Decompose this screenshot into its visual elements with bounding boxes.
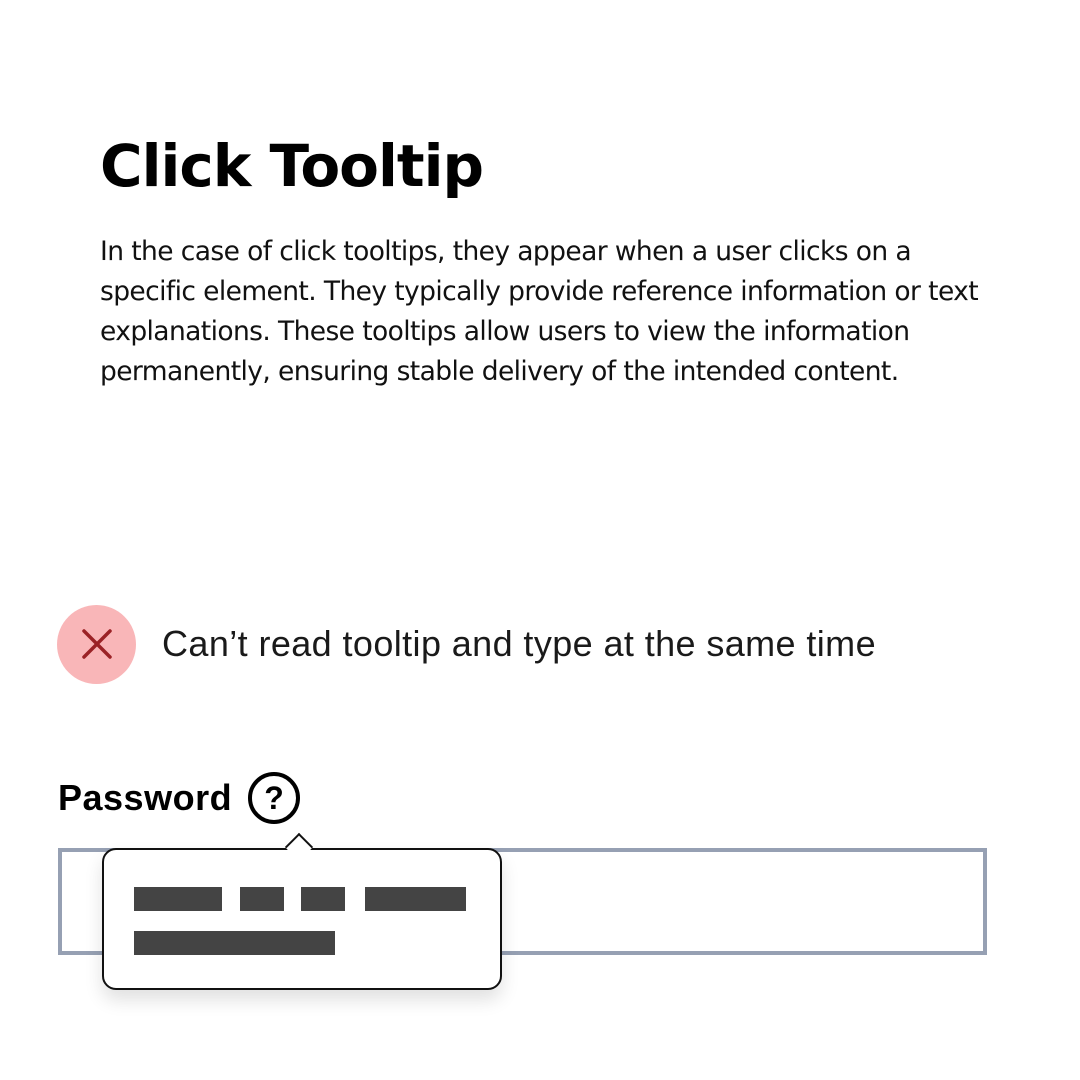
help-glyph: ?: [264, 780, 284, 816]
question-mark-icon[interactable]: [248, 772, 300, 824]
close-x-icon: [80, 627, 114, 661]
placeholder-text-bar: [134, 931, 335, 955]
password-label-row: [58, 770, 300, 826]
password-label: Password: [58, 777, 233, 818]
placeholder-text-bar: [240, 887, 284, 911]
tooltip-popover: [102, 848, 502, 990]
error-badge: [57, 605, 136, 684]
rule-text: Can’t read tooltip and type at the same time: [162, 623, 876, 664]
placeholder-text-bar: [301, 887, 345, 911]
tooltip-arrow: [285, 833, 313, 861]
placeholder-text-bar: [134, 887, 222, 911]
page-title: Click Tooltip: [100, 132, 484, 200]
page-description: In the case of click tooltips, they appear when a user clicks on a specific element. They typically provide reference information or text explanations. These tooltips allow users to view the information permanently, ensuring stable delivery of the intended content.: [100, 236, 979, 387]
dont-rule: [57, 604, 876, 684]
placeholder-text-bar: [365, 887, 466, 911]
